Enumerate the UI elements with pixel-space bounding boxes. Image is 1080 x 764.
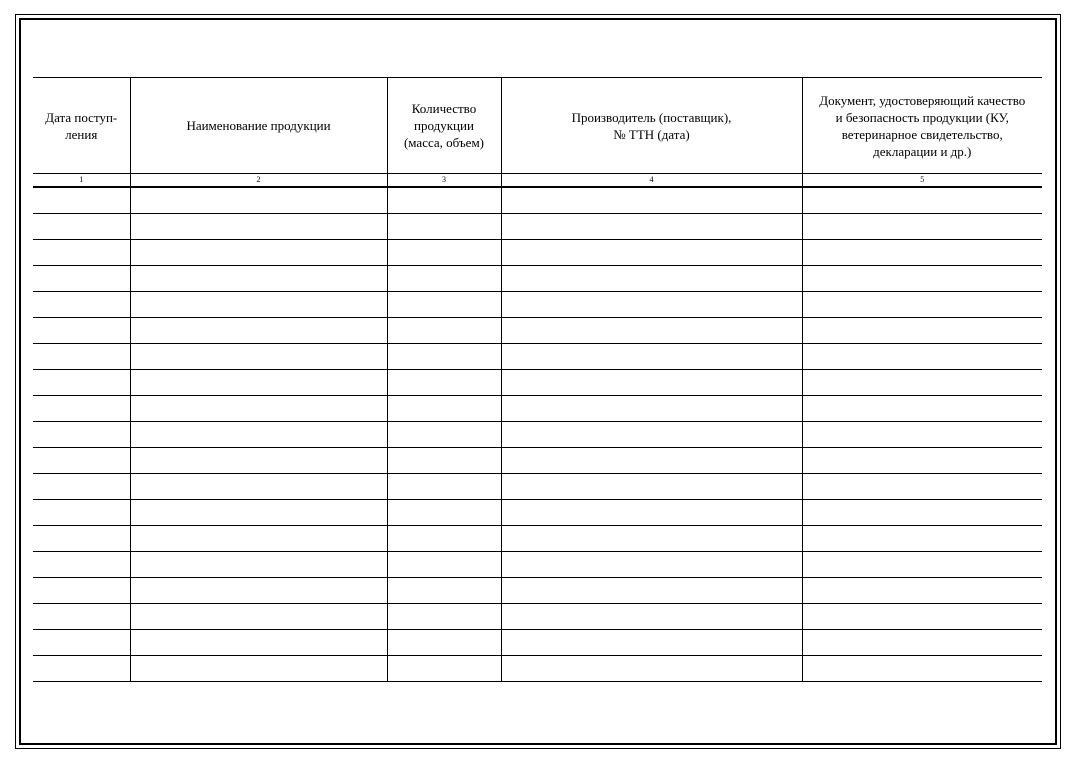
register-body bbox=[33, 187, 1042, 682]
header-quantity: Количество продукции (масса, объем) bbox=[387, 78, 501, 174]
table-cell[interactable] bbox=[501, 422, 802, 448]
table-cell[interactable] bbox=[501, 526, 802, 552]
table-cell[interactable] bbox=[501, 396, 802, 422]
table-cell[interactable] bbox=[501, 344, 802, 370]
table-cell[interactable] bbox=[130, 474, 387, 500]
table-cell[interactable] bbox=[802, 552, 1042, 578]
table-cell[interactable] bbox=[802, 656, 1042, 682]
column-number: 3 bbox=[387, 174, 501, 188]
table-cell[interactable] bbox=[802, 214, 1042, 240]
table-cell[interactable] bbox=[33, 187, 130, 214]
table-cell[interactable] bbox=[802, 604, 1042, 630]
table-cell[interactable] bbox=[130, 370, 387, 396]
table-cell[interactable] bbox=[130, 552, 387, 578]
table-cell[interactable] bbox=[387, 448, 501, 474]
table-cell[interactable] bbox=[802, 318, 1042, 344]
table-cell[interactable] bbox=[130, 448, 387, 474]
table-cell[interactable] bbox=[33, 266, 130, 292]
table-cell[interactable] bbox=[802, 344, 1042, 370]
column-number: 5 bbox=[802, 174, 1042, 188]
table-cell[interactable] bbox=[387, 656, 501, 682]
table-cell[interactable] bbox=[130, 318, 387, 344]
table-row bbox=[33, 422, 1042, 448]
table-cell[interactable] bbox=[387, 370, 501, 396]
table-cell[interactable] bbox=[501, 578, 802, 604]
table-row bbox=[33, 526, 1042, 552]
table-cell[interactable] bbox=[387, 526, 501, 552]
table-cell[interactable] bbox=[33, 396, 130, 422]
table-row bbox=[33, 630, 1042, 656]
table-cell[interactable] bbox=[802, 474, 1042, 500]
table-cell[interactable] bbox=[130, 578, 387, 604]
table-cell[interactable] bbox=[33, 344, 130, 370]
table-cell[interactable] bbox=[130, 187, 387, 214]
table-row bbox=[33, 448, 1042, 474]
table-cell[interactable] bbox=[33, 370, 130, 396]
table-cell[interactable] bbox=[501, 214, 802, 240]
table-cell[interactable] bbox=[130, 266, 387, 292]
table-cell[interactable] bbox=[802, 396, 1042, 422]
table-row bbox=[33, 396, 1042, 422]
table-row bbox=[33, 266, 1042, 292]
header-receipt-date: Дата поступ- ления bbox=[33, 78, 130, 174]
table-cell[interactable] bbox=[130, 422, 387, 448]
table-row bbox=[33, 552, 1042, 578]
header-quality-document: Документ, удостоверяющий качество и безопасность продукции (КУ, ветеринарное свидетельство, декларации и др.) bbox=[802, 78, 1042, 174]
table-row bbox=[33, 318, 1042, 344]
table-cell[interactable] bbox=[387, 214, 501, 240]
table-cell[interactable] bbox=[501, 240, 802, 266]
table-cell[interactable] bbox=[501, 370, 802, 396]
table-cell[interactable] bbox=[33, 240, 130, 266]
table-cell[interactable] bbox=[387, 292, 501, 318]
table-cell[interactable] bbox=[387, 474, 501, 500]
table-cell[interactable] bbox=[387, 396, 501, 422]
table-cell[interactable] bbox=[33, 292, 130, 318]
table-cell[interactable] bbox=[130, 396, 387, 422]
table-cell[interactable] bbox=[33, 500, 130, 526]
table-cell[interactable] bbox=[130, 344, 387, 370]
table-row bbox=[33, 214, 1042, 240]
table-cell[interactable] bbox=[501, 318, 802, 344]
table-cell[interactable] bbox=[802, 240, 1042, 266]
column-number-row bbox=[33, 174, 1042, 188]
table-cell[interactable] bbox=[33, 526, 130, 552]
table-cell[interactable] bbox=[130, 604, 387, 630]
table-cell[interactable] bbox=[802, 187, 1042, 214]
table-cell[interactable] bbox=[802, 370, 1042, 396]
table-cell[interactable] bbox=[387, 318, 501, 344]
table-cell[interactable] bbox=[802, 630, 1042, 656]
table-cell[interactable] bbox=[501, 656, 802, 682]
table-cell[interactable] bbox=[130, 292, 387, 318]
table-cell[interactable] bbox=[33, 630, 130, 656]
table-cell[interactable] bbox=[130, 240, 387, 266]
table-cell[interactable] bbox=[130, 214, 387, 240]
table-cell[interactable] bbox=[387, 240, 501, 266]
table-row bbox=[33, 187, 1042, 214]
header-product-name: Наименование продукции bbox=[130, 78, 387, 174]
header-manufacturer: Производитель (поставщик), № ТТН (дата) bbox=[501, 78, 802, 174]
column-number: 1 bbox=[33, 174, 130, 188]
table-cell[interactable] bbox=[33, 474, 130, 500]
table-cell[interactable] bbox=[387, 604, 501, 630]
table-cell[interactable] bbox=[33, 422, 130, 448]
table-cell[interactable] bbox=[501, 187, 802, 214]
table-row bbox=[33, 604, 1042, 630]
table-cell[interactable] bbox=[501, 500, 802, 526]
table-cell[interactable] bbox=[33, 318, 130, 344]
table-row bbox=[33, 656, 1042, 682]
table-cell[interactable] bbox=[387, 630, 501, 656]
table-cell[interactable] bbox=[130, 500, 387, 526]
table-row bbox=[33, 500, 1042, 526]
table-cell[interactable] bbox=[33, 604, 130, 630]
table-row bbox=[33, 474, 1042, 500]
table-cell[interactable] bbox=[802, 526, 1042, 552]
table-cell[interactable] bbox=[501, 630, 802, 656]
table-cell[interactable] bbox=[501, 266, 802, 292]
table-cell[interactable] bbox=[387, 422, 501, 448]
table-cell[interactable] bbox=[130, 630, 387, 656]
table-cell[interactable] bbox=[387, 500, 501, 526]
header-row bbox=[33, 78, 1042, 174]
column-number: 4 bbox=[501, 174, 802, 188]
table-row bbox=[33, 370, 1042, 396]
table-row bbox=[33, 292, 1042, 318]
table-cell[interactable] bbox=[802, 500, 1042, 526]
table-cell[interactable] bbox=[501, 552, 802, 578]
table-row bbox=[33, 578, 1042, 604]
table-cell[interactable] bbox=[802, 448, 1042, 474]
table-cell[interactable] bbox=[33, 552, 130, 578]
product-receipt-register-table bbox=[33, 77, 1042, 682]
table-cell[interactable] bbox=[130, 656, 387, 682]
table-cell[interactable] bbox=[501, 448, 802, 474]
table-cell[interactable] bbox=[387, 344, 501, 370]
table-cell[interactable] bbox=[802, 292, 1042, 318]
table-cell[interactable] bbox=[387, 266, 501, 292]
table-cell[interactable] bbox=[387, 552, 501, 578]
table-cell[interactable] bbox=[33, 578, 130, 604]
table-cell[interactable] bbox=[501, 292, 802, 318]
table-row bbox=[33, 344, 1042, 370]
table-cell[interactable] bbox=[501, 474, 802, 500]
table-cell[interactable] bbox=[33, 656, 130, 682]
table-cell[interactable] bbox=[387, 187, 501, 214]
table-cell[interactable] bbox=[501, 604, 802, 630]
table-cell[interactable] bbox=[802, 578, 1042, 604]
table-cell[interactable] bbox=[33, 214, 130, 240]
column-number: 2 bbox=[130, 174, 387, 188]
table-cell[interactable] bbox=[802, 422, 1042, 448]
table-cell[interactable] bbox=[387, 578, 501, 604]
table-cell[interactable] bbox=[130, 526, 387, 552]
table-row bbox=[33, 240, 1042, 266]
table-cell[interactable] bbox=[802, 266, 1042, 292]
table-cell[interactable] bbox=[33, 448, 130, 474]
